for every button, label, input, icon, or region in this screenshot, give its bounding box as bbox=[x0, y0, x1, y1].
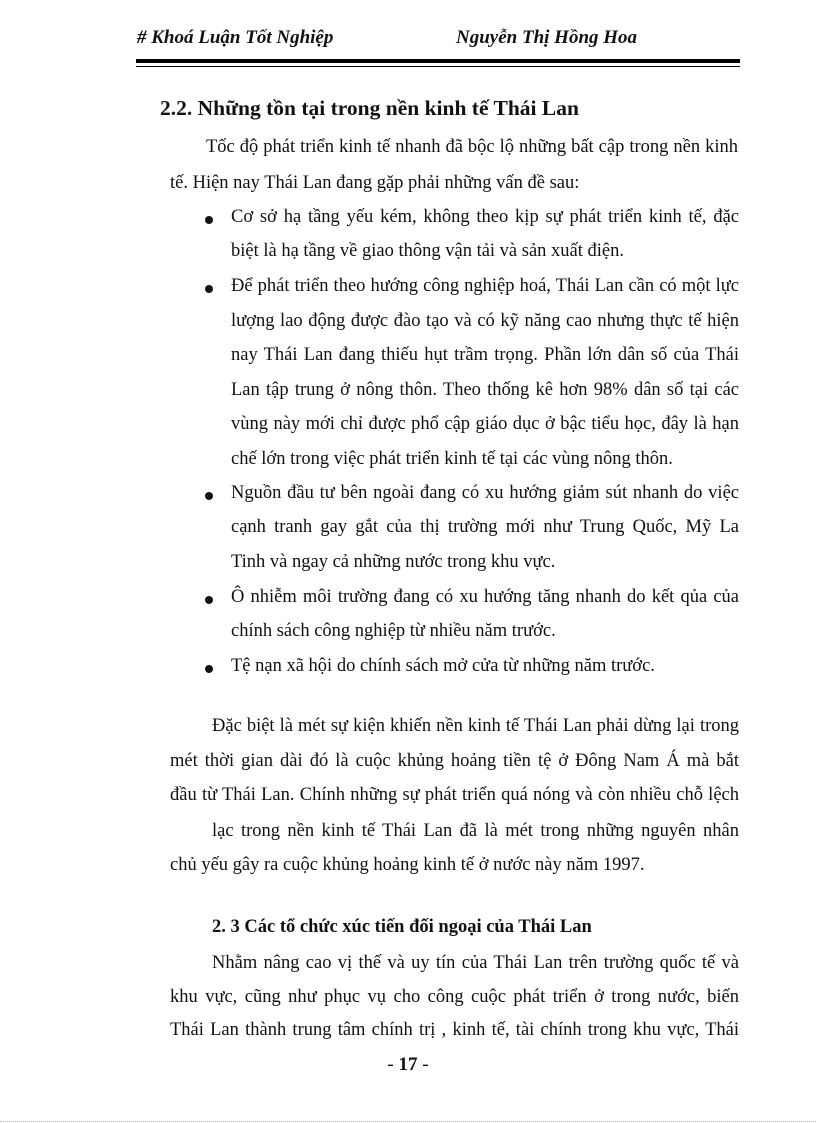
paragraph-line-4: lạc trong nền kinh tế Thái Lan đã là mét trong những nguyên nhân bbox=[212, 821, 739, 841]
header-rule-thin bbox=[136, 66, 740, 67]
section-2-3-line-1: Nhằm nâng cao vị thế và uy tín của Thái Lan trên trường quốc tế và bbox=[212, 953, 739, 973]
bullet-2-line-1: Để phát triển theo hướng công nghiệp hoá, Thái Lan cần có một lực bbox=[231, 276, 739, 296]
bullet-3-line-1: Nguồn đầu tư bên ngoài đang có xu hướng giảm sút nhanh do việc bbox=[231, 483, 739, 503]
paragraph-line-1: Đặc biệt là mét sự kiện khiến nền kinh tế Thái Lan phải dừng lại trong bbox=[212, 716, 739, 736]
bullet-2-line-4: Lan tập trung ở nông thôn. Theo thống kê hơn 98% dân số tại các bbox=[231, 380, 739, 400]
bullet-2-line-6: chế lớn trong việc phát triển kinh tế tại các vùng nông thôn. bbox=[231, 449, 673, 469]
bullet-2-line-5: vùng này mới chỉ được phổ cập giáo dục ở bậc tiểu học, đây là hạn bbox=[231, 414, 739, 434]
bullet-1-line-1: Cơ sở hạ tầng yếu kém, không theo kịp sự phát triển kinh tế, đặc bbox=[231, 207, 739, 227]
section-2-3-line-3: Thái Lan thành trung tâm chính trị , kinh tế, tài chính trong khu vực, Thái bbox=[170, 1020, 739, 1040]
bullet-5-line-1: Tệ nạn xã hội do chính sách mở cửa từ những năm trước. bbox=[231, 656, 655, 676]
section-2-3-line-2: khu vực, cũng như phục vụ cho công cuộc phát triển ở trong nước, biến bbox=[170, 987, 739, 1007]
bullet-icon bbox=[205, 665, 213, 673]
paragraph-line-2: mét thời gian dài đó là cuộc khủng hoảng tiền tệ ở Đông Nam Á mà bắt bbox=[170, 751, 739, 771]
header-rule-thick bbox=[136, 59, 740, 63]
bullet-icon bbox=[205, 596, 213, 604]
page-header-left: # Khoá Luận Tốt Nghiệp bbox=[137, 27, 334, 48]
bullet-icon bbox=[205, 285, 213, 293]
bullet-4-line-2: chính sách công nghiệp từ nhiều năm trước. bbox=[231, 621, 556, 641]
page-bottom-edge bbox=[0, 1121, 816, 1122]
bullet-3-line-3: Tinh và ngay cả những nước trong khu vực. bbox=[231, 552, 556, 572]
intro-line-1: Tốc độ phát triển kinh tế nhanh đã bộc lộ những bất cập trong nền kinh bbox=[206, 137, 738, 157]
page-number: - 17 - bbox=[387, 1054, 429, 1075]
bullet-icon bbox=[205, 492, 213, 500]
section-2-3-heading: 2. 3 Các tổ chức xúc tiến đối ngoại của Thái Lan bbox=[212, 917, 592, 937]
bullet-2-line-3: nay Thái Lan đang thiếu hụt trầm trọng. Phần lớn dân số của Thái bbox=[231, 345, 739, 365]
page-header-right: Nguyễn Thị Hồng Hoa bbox=[456, 27, 638, 48]
bullet-4-line-1: Ô nhiễm môi trường đang có xu hướng tăng nhanh do kết qủa của bbox=[231, 587, 739, 607]
paragraph-line-3: đầu từ Thái Lan. Chính những sự phát triển quá nóng và còn nhiều chỗ lệch bbox=[170, 785, 739, 805]
bullet-2-line-2: lượng lao động được đào tạo và có kỹ năng cao nhưng thực tế hiện bbox=[231, 311, 739, 331]
bullet-3-line-2: cạnh tranh gay gắt của thị trường mới như Trung Quốc, Mỹ La bbox=[231, 517, 739, 537]
section-2-2-heading: 2.2. Những tồn tại trong nền kinh tế Thái Lan bbox=[160, 96, 579, 120]
intro-line-2: tế. Hiện nay Thái Lan đang gặp phải những vấn đề sau: bbox=[170, 173, 580, 193]
bullet-1-line-2: biệt là hạ tầng về giao thông vận tải và sản xuất điện. bbox=[231, 241, 625, 261]
bullet-icon bbox=[205, 216, 213, 224]
paragraph-line-5: chủ yếu gây ra cuộc khủng hoảng kinh tế ở nước này năm 1997. bbox=[170, 855, 645, 875]
